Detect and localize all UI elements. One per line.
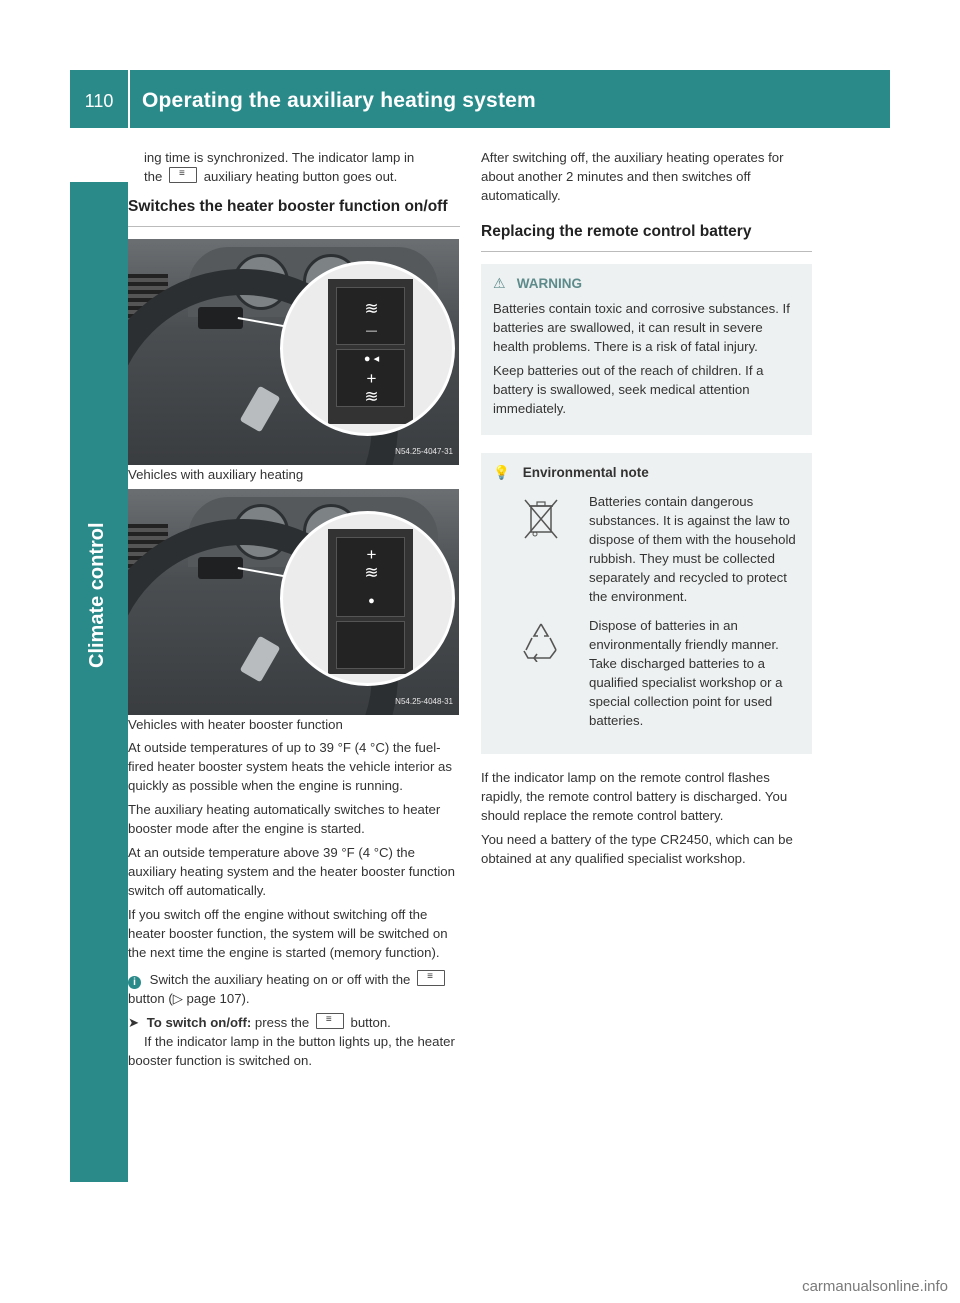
body-text: After switching off, the auxiliary heating operates for about another 2 minutes and then switches off automatically. xyxy=(481,150,784,203)
auxiliary-heating-button-icon xyxy=(417,970,445,986)
environmental-note-text: Dispose of batteries in an environmentally friendly manner. Take discharged batteries to a qualified specialist workshop or a special collection point for used batteries. xyxy=(589,618,783,728)
zoomed-switch-detail: + ≋ ● xyxy=(280,511,455,686)
crossed-out-bin-icon xyxy=(523,496,559,542)
image-code: N54.25-4048-31 xyxy=(395,697,453,706)
warning-box xyxy=(481,264,812,435)
body-text: At an outside temperature above 39 °F (4 °C) the auxiliary heating system and the heater booster function switch off automatically. xyxy=(128,845,455,898)
info-icon: i xyxy=(128,976,141,989)
info-note: i Switch the auxiliary heating on or off with the ≡ button (▷ page 107). xyxy=(128,970,460,1008)
steering-wheel-photo xyxy=(128,239,459,465)
photo-caption: Vehicles with auxiliary heating xyxy=(128,467,304,482)
warning-text: Batteries contain toxic and corrosive substances. If batteries are swallowed, it can result in severe health problems. There is a risk of fatal injury. xyxy=(493,301,790,354)
recycle-icon xyxy=(520,620,562,662)
switch-panel xyxy=(198,557,243,579)
warning-text: Keep batteries out of the reach of children. If a battery is swallowed, seek medical attention immediately. xyxy=(493,363,764,416)
page-title: Operating the auxiliary heating system xyxy=(142,89,536,112)
body-text: At outside temperatures of up to 39 °F (4 °C) the fuel-fired heater booster system heats the vehicle interior as quickly as possible when the engine is running. xyxy=(128,740,452,793)
lightbulb-icon: 💡 xyxy=(493,465,510,480)
auxiliary-heating-button-icon xyxy=(169,167,197,183)
divider xyxy=(128,226,460,227)
body-text: You need a battery of the type CR2450, which can be obtained at any qualified specialist workshop. xyxy=(481,832,793,866)
environmental-note-title: 💡 Environmental note xyxy=(493,465,649,480)
body-text: If you switch off the engine without switching off the heater booster function, the system will be switched on the next time the engine is started (memory function). xyxy=(128,907,448,960)
image-code: N54.25-4047-31 xyxy=(395,447,453,456)
instruction-step: ➤ To switch on/off: press the ≡ button. If the indicator lamp in the button lights up, the heater booster function is switched on. xyxy=(128,1013,460,1070)
environmental-note-text: Batteries contain dangerous substances. It is against the law to dispose of them with the household rubbish. They must be collected separately and recycled to protect the environment. xyxy=(589,494,796,604)
chapter-tab xyxy=(70,182,128,1182)
heater-booster-icon: + ≋ xyxy=(364,545,379,582)
steering-wheel-photo-booster xyxy=(128,489,459,715)
header-divider xyxy=(128,70,130,128)
environmental-note-box xyxy=(481,453,812,754)
intro-text: ing time is synchronized. The indicator lamp in the ≡ auxiliary heating button goes out. xyxy=(128,148,460,186)
heat-icon: ≋ xyxy=(364,299,379,318)
watermark: carmanualsonline.info xyxy=(802,1278,948,1295)
arrow-icon: ➤ xyxy=(128,1015,140,1030)
switch-panel xyxy=(198,307,243,329)
zoomed-switch-detail: ≋ — ● ◂ + ≋ xyxy=(280,261,455,436)
section-heading: Replacing the remote control battery xyxy=(481,223,752,240)
heater-booster-button-icon xyxy=(316,1013,344,1029)
photo-caption: Vehicles with heater booster function xyxy=(128,717,343,732)
page-number: 110 xyxy=(84,91,114,111)
right-column xyxy=(481,148,812,873)
body-text: If the indicator lamp on the remote control flashes rapidly, the remote control battery is discharged. You should replace the remote control battery. xyxy=(481,770,788,823)
body-text: The auxiliary heating automatically switches to heater booster mode after the engine is started. xyxy=(128,802,441,836)
heater-booster-icon: + ≋ xyxy=(364,369,379,406)
divider xyxy=(481,251,812,252)
warning-triangle-icon: ⚠ xyxy=(493,275,506,291)
warning-title: ⚠ WARNING xyxy=(493,275,583,291)
left-column xyxy=(128,148,460,1075)
section-heading: Switches the heater booster function on/off xyxy=(128,198,448,215)
